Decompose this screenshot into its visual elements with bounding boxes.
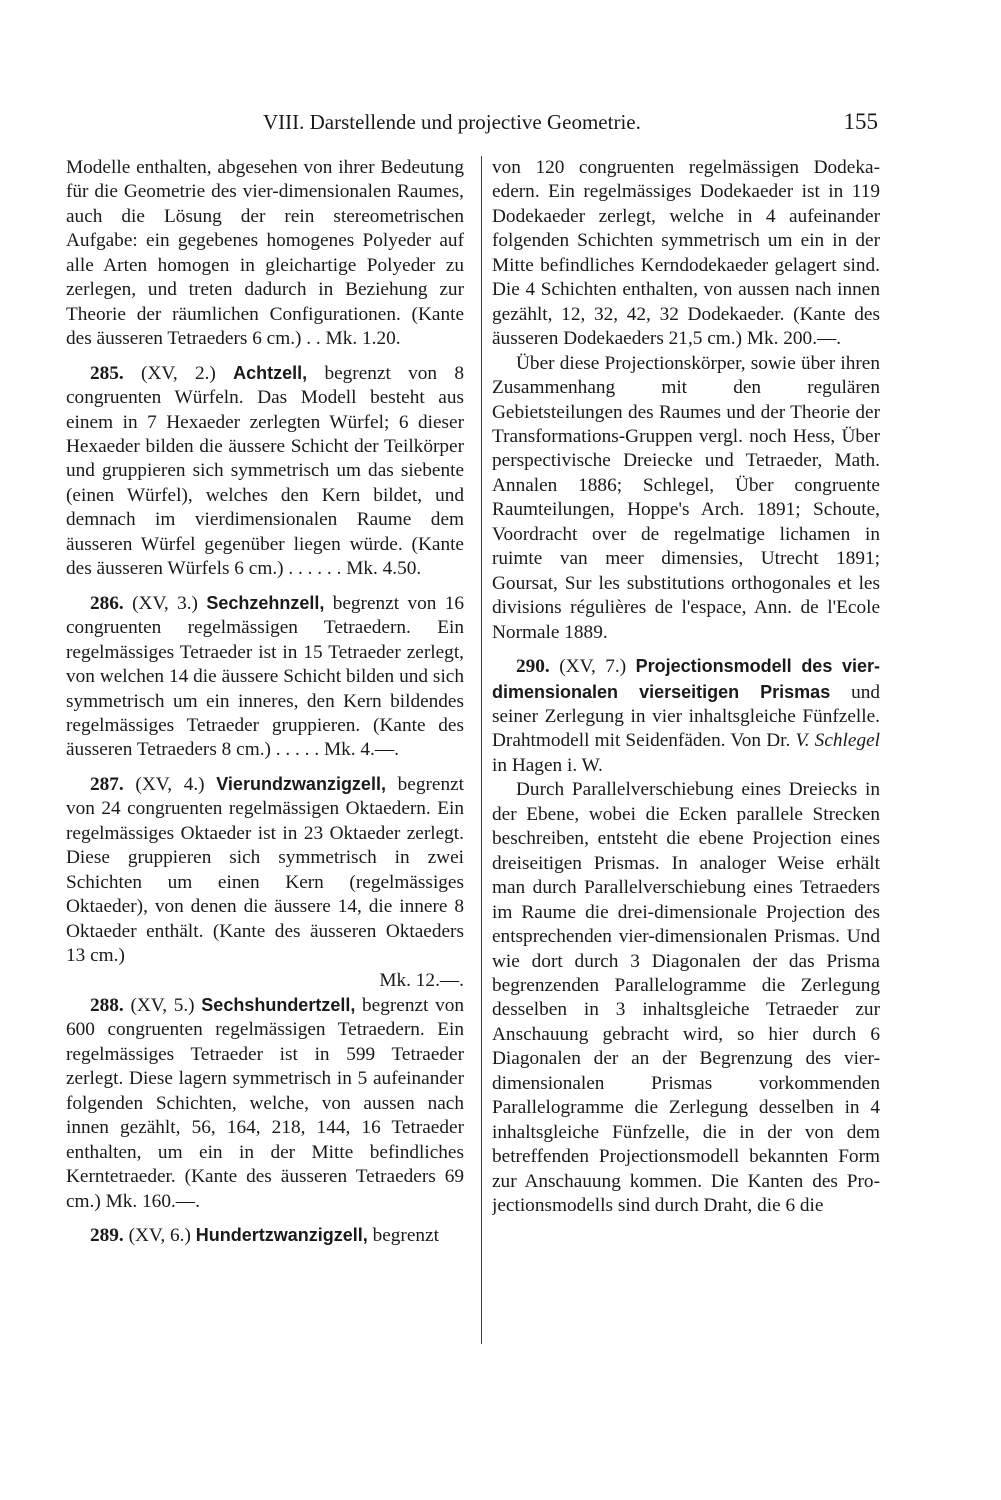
entry-287 (66, 772, 464, 969)
entry-287-price: Mk. 12.—. (379, 969, 464, 991)
entry-author: V. Schlegel (795, 730, 880, 752)
entry-title: Achtzell, (233, 362, 308, 383)
entry-number: 290. (516, 656, 550, 678)
entry-title: Projectionsmodell des vierdimensionalen vierseitigen Prismas (492, 656, 880, 702)
entry-number: 288. (90, 994, 124, 1016)
plate-reference: (XV, 5.) (130, 994, 195, 1016)
entry-288 (66, 993, 464, 1214)
plate-reference: (XV, 3.) (132, 592, 198, 614)
right-column (492, 156, 880, 1456)
plate-reference: (XV, 7.) (559, 656, 627, 678)
left-column (66, 156, 464, 1456)
page-header (263, 106, 878, 138)
entry-286 (66, 591, 464, 763)
column-divider (481, 156, 482, 1344)
entry-title: Vierundzwanzigzell, (216, 773, 386, 794)
entry-text: begrenzt von 16 congruenten regelmässigen Tetraedern. Ein regelmässiges Tetraeder ist in 15 Tetraeder zerlegt, von welchen 14 die äussere Schicht bilden und sich symmetrisch um ein inneres, den Kern bildendes regelmässiges Tetraeder gruppieren. (Kante des äusseren Tetraeders 8 cm.) . . . . . Mk. 4.—. (66, 592, 464, 761)
entry-text: begrenzt von 600 congruenten regelmässigen Tetraedern. Ein regelmässiges Tetraeder ist in 599 Tetraeder zerlegt. Diese lagern symmetrisch in 5 aufeinander folgenden Schichten, welche, von aussen nach innen gezählt, 56, 164, 218, 144, 16 Tetraeder enthalten, um ein in der Mitte befindliches Kerntetraeder. (Kante des äusseren Tetraeders 69 cm.) Mk. 160.—. (66, 994, 464, 1212)
plate-reference: (XV, 4.) (135, 773, 205, 795)
entry-text: begrenzt von 8 congruenten Würfeln. Das Modell besteht aus einem in 7 Hexaeder zerlegten Würfel; 6 dieser Hexaeder bilden die äussere Schicht der Teilkörper und gruppieren sich symmetrisch um das siebente (einen Würfel), welches den Kern bildet, und demnach im vierdimensionalen Raume dem äusseren Würfel gegenüber liegen würde. (Kante des äusseren Würfels 6 cm.) . . . . . . Mk. 4.50. (66, 362, 464, 580)
entry-title: Sechzehnzell, (206, 592, 325, 613)
page-number: 155 (843, 109, 878, 134)
entry-text: begrenzt von 24 congruenten regelmässigen Oktaedern. Ein regelmässiges Oktaeder ist in 23 Oktaeder zerlegt. Diese gruppieren sich symmetrisch in zwei Schichten um einen Kern (regelmässiges Oktaeder), von denen die äussere 14, die innere 8 Oktaeder enthält. (Kante des äusseren Oktaeders 13 cm.) (66, 773, 464, 967)
intro-paragraph: Modelle enthalten, abgesehen von ihrer Bedeutung für die Geometrie des vier-dimensionalen Raumes, auch die Lösung der rein stereometrischen Aufgabe: ein gegebenes homogenes Polyeder auf alle Arten homogen in gleichartige Polyeder zu zerlegen, und treten dadurch in Beziehung zur Theorie der räumlichen Configurationen. (Kante des äusseren Tetraeders 6 cm.) . . Mk. 1.20. (66, 157, 464, 350)
entry-number: 286. (90, 592, 124, 614)
body-paragraph: Durch Parallelverschiebung eines Dreiecks in der Ebene, wobei die Ecken parallele Strecken beschreiben, entsteht die ebene Projection eines dreiseitigen Prismas. In analoger Weise erhält man durch Parallelverschiebung eines Tetraeders im Raume die drei-dimensionale Projection des entsprechenden vier-dimensionalen Prismas. Und wie dort durch 3 Diagonalen der das Prisma begrenzenden Parallelogramme die Zerlegung desselben in 3 inhaltsgleiche Tetraeder zur Anschauung gebracht wird, so hier durch 6 Diagonalen der an der Begrenzung des vier-dimensionalen Prismas vorkommenden Parallelogramme die Zerlegung desselben in 4 inhaltsgleiche Fünfzelle, die in der von dem betreffenden Projectionsmodell bekannten Form zur Anschauung kommen. Die Kanten des Projectionsmodells sind durch Draht, die 6 die (492, 779, 880, 1217)
entry-289-continuation: von 120 congruenten regelmässigen Dodekaedern. Ein regelmässiges Dodekaeder ist in 119 Dodekaeder zerlegt, welche in 4 aufeinander folgenden Schichten symmetrisch um ein in der Mitte befindliches Kerndodekaeder gelagert sind. Die 4 Schichten enthalten, von aussen nach innen gezählt, 12, 32, 42, 32 Dodekaeder. (Kante des äusseren Dodekaeders 21,5 cm.) Mk. 200.—. (492, 157, 880, 350)
entry-number: 285. (90, 362, 124, 384)
entry-text: und seiner Zerlegung in vier inhaltsgleiche Fünfzelle. Drahtmodell mit Seidenfäden. Von Dr. (492, 681, 880, 752)
entry-title: Sechshundertzell, (201, 994, 356, 1015)
entry-290 (492, 654, 880, 778)
entry-289 (66, 1223, 464, 1248)
plate-reference: (XV, 2.) (141, 362, 216, 384)
entry-title: Hundertzwanzigzell, (195, 1225, 368, 1246)
plate-reference: (XV, 6.) (128, 1225, 191, 1247)
entry-number: 289. (90, 1225, 124, 1247)
entry-text: begrenzt (372, 1225, 439, 1247)
running-head: VIII. Darstellende und projective Geometrie. (263, 110, 641, 134)
literature-paragraph: Über diese Projectionskörper, sowie über ihren Zusammenhang mit den regulären Gebietsteilungen des Raumes und der Theorie der Transformations-Gruppen vergl. noch Hess, Über perspectivische Dreiecke und Tetraeder, Math. Annalen 1886; Schlegel, Über congruente Raumteilungen, Hoppe's Arch. 1891; Schoute, Voordracht over de regelmatige lichamen in ruimte van meer dimensies, Utrecht 1891; Goursat, Sur les substitutions orthogonales et les divisions régulières de l'espace, Ann. de l'Ecole Normale 1889. (492, 352, 880, 643)
entry-number: 287. (90, 773, 124, 795)
entry-place: in Hagen i. W. (492, 754, 603, 776)
entry-285 (66, 361, 464, 582)
